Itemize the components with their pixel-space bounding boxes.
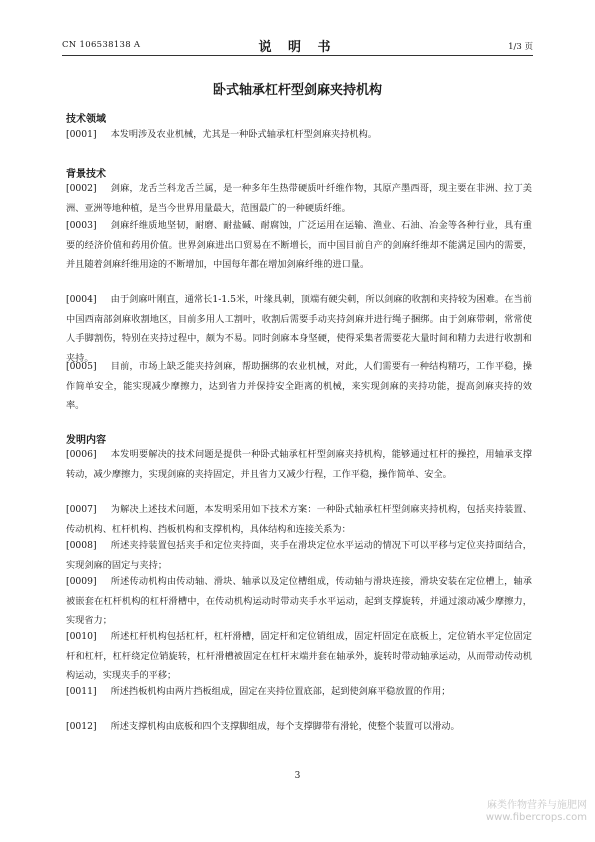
paragraph-text: 所述挡板机构由两片挡板组成，固定在夹持位置底部，起到使剑麻平稳放置的作用； <box>110 686 451 697</box>
paragraph-text: 所述支撑机构由底板和四个支撑脚组成，每个支撑脚带有滑轮，使整个装置可以滑动。 <box>110 721 460 732</box>
paragraph-0003 <box>66 216 532 275</box>
doc-type: 说 明 书 <box>258 40 337 55</box>
paragraph-0011 <box>66 682 532 702</box>
watermark-url: www.fibercrops.com <box>485 812 587 823</box>
paragraph-0009 <box>66 572 532 631</box>
watermark <box>486 800 587 824</box>
paragraph-number: [0009] <box>66 576 97 587</box>
paragraph-number: [0001] <box>66 129 97 140</box>
paragraph-0005 <box>66 357 532 416</box>
paragraph-text: 所述杠杆机构包括杠杆，杠杆滑槽，固定杆和定位销组成，固定杆固定在底板上，定位销水平定位固定杆和杠杆，杠杆绕定位销旋转，杠杆滑槽被固定在杠杆末端并套在轴承外，旋转时带动轴承运动，从而带动传动机构运动，实现夹手的平移； <box>66 631 532 681</box>
paragraph-number: [0002] <box>66 183 97 194</box>
paragraph-number: [0010] <box>66 631 97 642</box>
paragraph-0006 <box>66 445 532 484</box>
paragraph-text: 所述传动机构由传动轴、滑块、轴承以及定位槽组成，传动轴与滑块连接，滑块安装在定位槽上，轴承被嵌套在杠杆机构的杠杆滑槽中，在传动机构运动时带动夹手水平运动，起到支撑旋转，并通过滚动减少摩擦力，实现省力； <box>66 576 532 626</box>
paragraph-text: 剑麻，龙舌兰科龙舌兰属，是一种多年生热带硬质叶纤维作物，其原产墨西哥，现主要在非洲、拉丁美洲、亚洲等地种植，是当今世界用量最大，范围最广的一种硬质纤维。 <box>66 183 532 214</box>
paragraph-0001 <box>66 125 532 145</box>
page-indicator: 1/3 页 <box>508 42 533 52</box>
paragraph-0008 <box>66 536 532 575</box>
paragraph-number: [0003] <box>66 220 97 231</box>
paragraph-number: [0006] <box>66 449 97 460</box>
paragraph-0002 <box>66 179 532 218</box>
paragraph-text: 剑麻纤维质地坚韧，耐磨、耐盐碱、耐腐蚀，广泛运用在运输、渔业、石油、冶金等各种行业，具有重要的经济价值和药用价值。世界剑麻进出口贸易在不断增长，而中国目前自产的剑麻纤维却不能满足国内的需要，并且随着剑麻纤维用途的不断增加，中国每年都在增加剑麻纤维的进口量。 <box>66 220 532 270</box>
paragraph-text: 所述夹持装置包括夹手和定位夹持面，夹手在滑块定位水平运动的情况下可以平移与定位夹持面结合，实现剑麻的固定与夹持； <box>66 540 532 571</box>
paragraph-0012 <box>66 717 532 737</box>
section-invention: 发明内容 <box>66 435 106 446</box>
paragraph-number: [0012] <box>66 721 97 732</box>
paragraph-text: 由于剑麻叶刚直，通常长1-1.5米，叶缘具刺，顶端有硬尖刺，所以剑麻的收割和夹持较为困难。在当前中国西南部剑麻收割地区，目前多用人工割叶，收割后需要手动夹持剑麻并进行绳子捆绑。由于剑麻带刺，常常使人手脚割伤，特别在夹持过程中，颇为不易。同时剑麻本身坚硬，使得采集者需要花大量时间和精力去进行收割和夹持。 <box>66 294 532 364</box>
header-divider <box>62 55 533 56</box>
paragraph-text: 为解决上述技术问题，本发明采用如下技术方案：一种卧式轴承杠杆型剑麻夹持机构，包括夹持装置、传动机构、杠杆机构、挡板机构和支撑机构，具体结构和连接关系为： <box>66 504 532 535</box>
paragraph-number: [0008] <box>66 540 97 551</box>
section-background: 背景技术 <box>66 169 106 180</box>
document-title: 卧式轴承杠杆型剑麻夹持机构 <box>212 83 382 98</box>
page-header <box>0 36 595 56</box>
paragraph-text: 本发明要解决的技术问题是提供一种卧式轴承杠杆型剑麻夹持机构，能够通过杠杆的操控，用轴承支撑转动，减少摩擦力，实现剑麻的夹持固定，并且省力又减少行程，工作平稳，操作简单、安全。 <box>66 449 532 480</box>
paragraph-number: [0004] <box>66 294 97 305</box>
section-tech-field: 技术领域 <box>66 114 106 125</box>
paragraph-text: 目前，市场上缺乏能夹持剑麻，帮助捆绑的农业机械，对此，人们需要有一种结构精巧，工作平稳，操作简单安全，能实现减少摩擦力，达到省力并保持安全距离的机械，来实现剑麻的夹持功能，提高剑麻夹持的效率。 <box>66 361 532 411</box>
paragraph-number: [0007] <box>66 504 97 515</box>
paragraph-number: [0011] <box>66 686 97 697</box>
paragraph-0007 <box>66 500 532 539</box>
paragraph-0010 <box>66 627 532 686</box>
page-number: 3 <box>294 771 301 781</box>
paragraph-number: [0005] <box>66 361 97 372</box>
doc-number: CN 106538138 A <box>62 40 141 50</box>
watermark-title: 麻类作物营养与施肥网 <box>487 800 587 811</box>
paragraph-text: 本发明涉及农业机械，尤其是一种卧式轴承杠杆型剑麻夹持机构。 <box>110 129 377 140</box>
